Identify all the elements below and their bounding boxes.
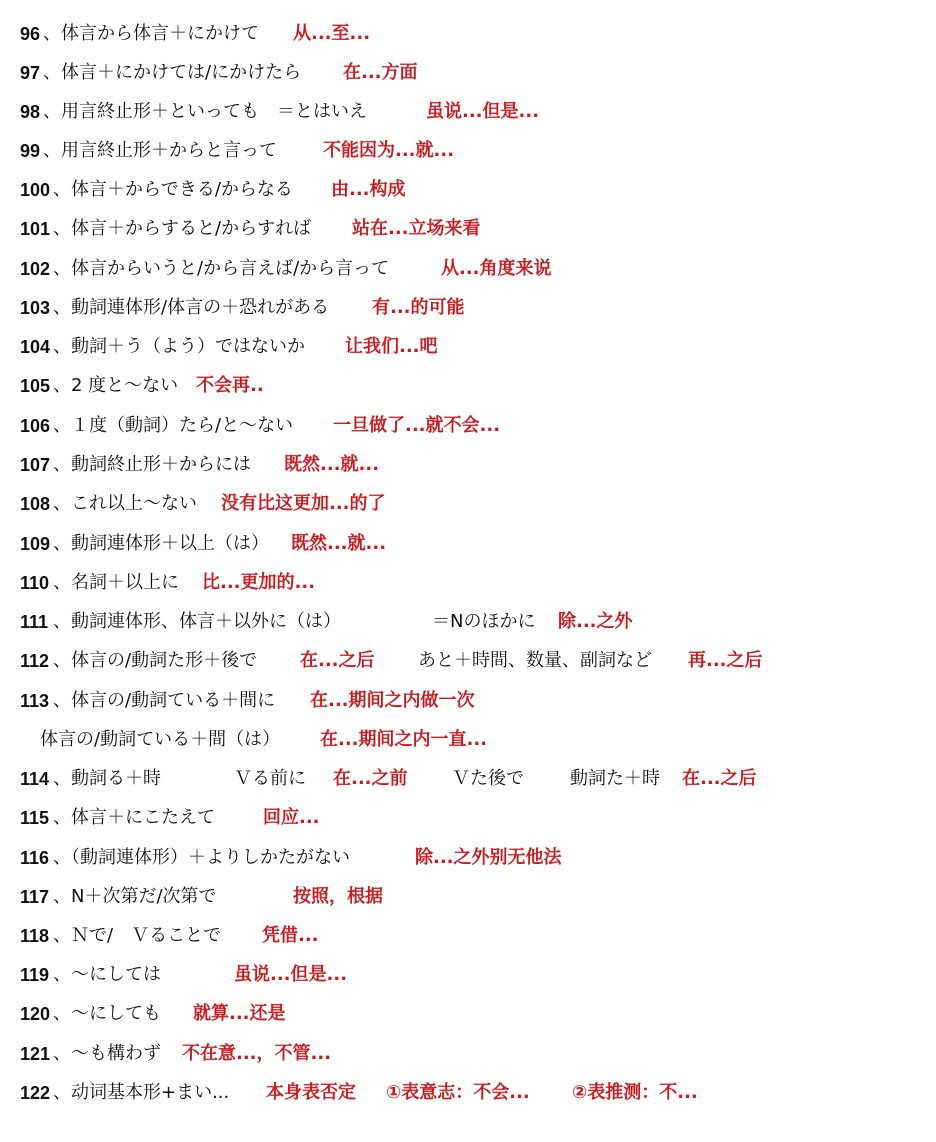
grammar-pattern: 、体言＋からすると/からすれば: [53, 218, 312, 239]
chinese-meaning: 让我们...吧: [345, 336, 438, 357]
grammar-pattern: 、体言からいうと/から言えば/から言って: [53, 258, 390, 279]
chinese-meaning: 不能因为...就...: [323, 140, 455, 161]
chinese-meaning: 本身表否定: [266, 1082, 356, 1103]
chinese-meaning-alt: 在...之后: [682, 768, 757, 789]
grammar-pattern: 、2 度と～ない: [53, 375, 179, 396]
item-number: 122: [20, 1083, 51, 1103]
grammar-pattern: 、Ｎで/ Ｖることで: [53, 925, 222, 946]
item-number: 111: [20, 612, 49, 632]
grammar-pattern: 、～にしては: [53, 964, 161, 985]
grammar-pattern: 、（動詞連体形）＋よりしかたがない: [53, 847, 350, 868]
grammar-pattern: 、動詞連体形/体言の＋恐れがある: [53, 297, 330, 318]
item-number: 102: [20, 259, 51, 279]
chinese-meaning-alt: ②表推测：不...: [572, 1082, 698, 1103]
item-number: 112: [20, 651, 50, 671]
chinese-meaning: 既然...就...: [284, 454, 380, 475]
chinese-meaning: 按照，根据: [293, 886, 383, 907]
grammar-pattern: 、これ以上～ない: [53, 493, 197, 514]
chinese-meaning: 在...期间之内做一次: [310, 690, 475, 711]
chinese-meaning-alt: ①表意志：不会...: [386, 1082, 530, 1103]
chinese-meaning-alt: 再...之后: [688, 650, 763, 671]
item-number: 113: [20, 691, 50, 711]
grammar-pattern: 、用言終止形＋からと言って: [43, 140, 277, 161]
grammar-pattern: 体言の/動詞ている＋間（は）: [40, 729, 281, 750]
chinese-meaning: 除...之外: [558, 611, 633, 632]
chinese-meaning: 不会再..: [196, 375, 264, 396]
item-number: 97: [20, 63, 41, 83]
grammar-pattern: 、动词基本形+まい...: [53, 1082, 230, 1103]
item-number: 104: [20, 337, 51, 357]
chinese-meaning: 在...之后: [300, 650, 375, 671]
item-number: 116: [20, 848, 50, 868]
grammar-pattern: 、N＋次第だ/次第で: [53, 886, 217, 907]
item-number: 118: [20, 926, 50, 946]
grammar-pattern: 、動詞終止形＋からには: [53, 454, 251, 475]
chinese-meaning: 一旦做了...就不会...: [333, 415, 501, 436]
grammar-pattern: 、体言＋にかけては/にかけたら: [43, 62, 302, 83]
grammar-pattern: 、体言から体言＋にかけて: [43, 23, 259, 44]
chinese-meaning: 站在...立场来看: [352, 218, 481, 239]
chinese-meaning: 虽说...但是...: [426, 101, 540, 122]
chinese-meaning: 从...至...: [293, 23, 371, 44]
grammar-pattern: 、動詞＋う（よう）ではないか: [53, 336, 305, 357]
grammar-pattern: 、名詞＋以上に: [53, 572, 179, 593]
grammar-pattern: 、動詞る＋時: [53, 768, 161, 789]
chinese-meaning: 在...方面: [343, 62, 418, 83]
grammar-pattern-alt: ＝Nのほかに: [432, 611, 536, 632]
item-number: 100: [20, 180, 51, 200]
chinese-meaning: 不在意...，不管...: [182, 1043, 332, 1064]
grammar-pattern: 、体言の/動詞た形＋後で: [53, 650, 258, 671]
chinese-meaning: 虽说...但是...: [234, 964, 348, 985]
item-number: 114: [20, 769, 50, 789]
item-number: 117: [20, 887, 50, 907]
grammar-pattern: 、動詞連体形＋以上（は）: [53, 533, 269, 554]
item-number: 121: [20, 1044, 51, 1064]
item-number: 115: [20, 808, 50, 828]
item-number: 119: [20, 965, 50, 985]
grammar-pattern-alt: あと＋時間、数量、副詞など: [418, 650, 652, 671]
item-number: 107: [20, 455, 51, 475]
chinese-meaning: 在...期间之内一直...: [320, 729, 488, 750]
item-number: 109: [20, 534, 51, 554]
chinese-meaning: 回应...: [263, 807, 320, 828]
item-number: 99: [20, 141, 41, 161]
chinese-meaning: 从...角度来说: [441, 258, 552, 279]
grammar-pattern-alt: 動詞た＋時: [570, 768, 660, 789]
grammar-pattern: 、動詞連体形、体言＋以外に（は）: [53, 611, 341, 632]
item-number: 110: [20, 573, 50, 593]
item-number: 120: [20, 1004, 51, 1024]
item-number: 101: [20, 219, 51, 239]
grammar-pattern: 、体言の/動詞ている＋間に: [53, 690, 276, 711]
chinese-meaning: 没有比这更加...的了: [221, 493, 386, 514]
item-number: 106: [20, 416, 51, 436]
chinese-meaning: 就算...还是: [193, 1003, 286, 1024]
item-number: 105: [20, 376, 51, 396]
chinese-meaning: 凭借...: [262, 925, 319, 946]
grammar-pattern-alt: Ｖる前に: [234, 768, 306, 789]
chinese-meaning: 比...更加的...: [202, 572, 316, 593]
chinese-meaning: 既然...就...: [291, 533, 387, 554]
item-number: 96: [20, 24, 41, 44]
grammar-pattern: 、１度（動詞）たら/と～ない: [53, 415, 294, 436]
item-number: 98: [20, 102, 41, 122]
grammar-pattern-alt: Ｖた後で: [452, 768, 524, 789]
grammar-pattern: 、体言＋からできる/からなる: [53, 179, 293, 200]
grammar-pattern: 、体言＋にこたえて: [53, 807, 215, 828]
grammar-pattern: 、～も構わず: [53, 1043, 161, 1064]
chinese-meaning: 在...之前: [333, 768, 408, 789]
chinese-meaning: 有...的可能: [372, 297, 465, 318]
item-number: 108: [20, 494, 51, 514]
grammar-pattern: 、～にしても: [53, 1003, 161, 1024]
chinese-meaning: 由...构成: [331, 179, 406, 200]
chinese-meaning: 除...之外别无他法: [415, 847, 562, 868]
item-number: 103: [20, 298, 51, 318]
grammar-pattern: 、用言終止形＋といっても ＝とはいえ: [43, 101, 367, 122]
